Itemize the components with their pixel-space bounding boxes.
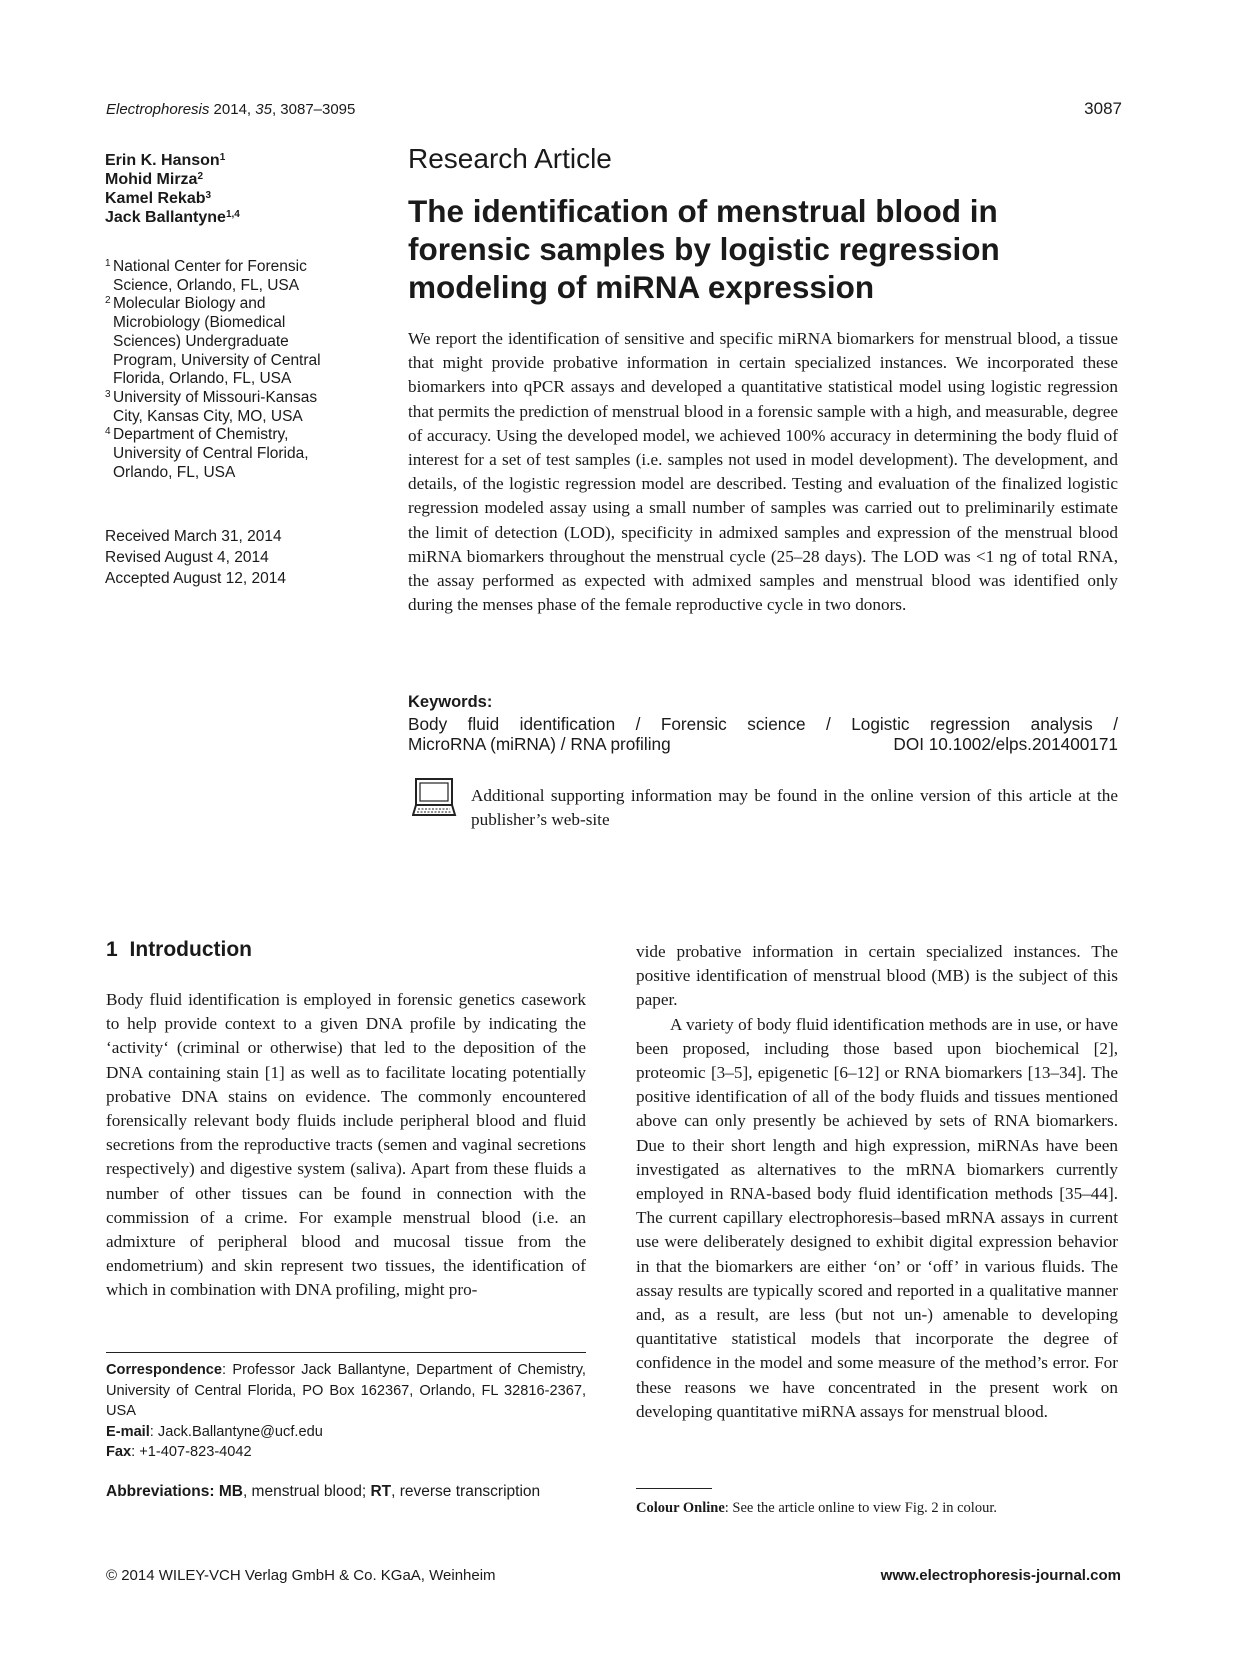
article-dates bbox=[105, 526, 286, 589]
author: Erin K. Hanson$^1$ bbox=[105, 152, 226, 169]
footnote-divider bbox=[106, 1352, 586, 1353]
copyright: © 2014 WILEY-VCH Verlag GmbH & Co. KGaA, Weinheim bbox=[106, 1567, 496, 1584]
affiliation: 1 National Center for Forensic Science, Orlando, FL, USA bbox=[105, 258, 307, 294]
page-number: 3087 bbox=[1084, 99, 1122, 118]
author-list bbox=[105, 151, 240, 227]
intro-column-2 bbox=[636, 940, 1118, 1424]
journal-name: Electrophoresis bbox=[106, 101, 210, 118]
intro-paragraph: vide probative information in certain specialized instances. The positive identification of menstrual blood (MB) is the subject of this paper. bbox=[636, 942, 1118, 1010]
abstract: We report the identification of sensitive and specific miRNA biomarkers for menstrual blood, a tissue that might provide probative information in certain specialized instances. We incorporated these biomarkers into qPCR assays and developed a quantitative statistical model using logistic regression that permits the prediction of menstrual blood in a forensic sample with a high, and measurable, degree of accuracy. Using the developed model, we achieved 100% accuracy in determining the body fluid of interest for a set of test samples (i.e. samples not used in model development). The development, and details, of the logistic regression model are described. Testing and evaluation of the finalized logistic regression modeled assay using a small number of samples was carried out to preliminarily estimate the limit of detection (LOD), specificity in admixed samples and expression of the menstrual blood miRNA biomarkers throughout the menstrual cycle (25–28 days). The LOD was <1 ng of total RNA, the assay performed as expected with admixed samples and menstrual blood was identified only during the menses phase of the female reproductive cycle in two donors. bbox=[408, 329, 1118, 615]
footnote-divider bbox=[636, 1488, 712, 1489]
affiliation: 4 Department of Chemistry, University of Central Florida, Orlando, FL, USA bbox=[105, 426, 309, 481]
journal-volume: 35 bbox=[255, 101, 272, 118]
author: Mohid Mirza$^2$ bbox=[105, 171, 203, 188]
colour-online-note: Colour Online: See the article online to view Fig. 2 in colour. bbox=[636, 1500, 997, 1516]
article-type: Research Article bbox=[408, 143, 612, 174]
affiliation: 3 University of Missouri-Kansas City, Kansas City, MO, USA bbox=[105, 388, 318, 425]
affiliation: 2 Molecular Biology and Microbiology (Biomedical Sciences) Undergraduate Program, University of Central Florida, Orlando, FL, USA bbox=[105, 295, 321, 388]
fax-number: : +1-407-823-4042 bbox=[131, 1444, 252, 1460]
computer-icon bbox=[412, 778, 458, 823]
keywords-line-end: MicroRNA (miRNA) / RNA profiling bbox=[408, 734, 671, 754]
keywords-line bbox=[408, 734, 1118, 755]
abbreviations: Abbreviations: MB, menstrual blood; RT, reverse transcription bbox=[106, 1483, 541, 1500]
keywords-line: Body fluid identification / Forensic science / Logistic regression analysis / bbox=[408, 714, 1118, 734]
journal-citation bbox=[106, 101, 355, 118]
email-address: : Jack.Ballantyne@ucf.edu bbox=[149, 1423, 323, 1440]
author: Jack Ballantyne$^{1,4}$ bbox=[105, 209, 240, 226]
keywords-heading: Keywords: bbox=[408, 693, 493, 711]
accepted-date: Accepted August 12, 2014 bbox=[105, 570, 286, 587]
doi: DOI 10.1002/elps.201400171 bbox=[893, 734, 1118, 754]
section-heading: 1 Introduction bbox=[106, 938, 253, 961]
article-title: The identification of menstrual blood in forensic samples by logistic regression modeling of miRNA expression bbox=[408, 193, 1000, 305]
received-date: Received March 31, 2014 bbox=[105, 528, 282, 545]
revised-date: Revised August 4, 2014 bbox=[105, 549, 269, 566]
affiliation-list bbox=[105, 258, 375, 482]
author: Kamel Rekab$^3$ bbox=[105, 190, 212, 207]
journal-year: 2014, bbox=[209, 101, 256, 118]
supporting-info-note: Additional supporting information may be found in the online version of this article at the publisher’s web-site bbox=[471, 786, 1118, 829]
correspondence: Correspondence: Professor Jack Ballantyne, Department of Chemistry, University of Central Florida, PO Box 162367, Orlando, FL 32816-2367, USA E-mail: Jack.Ballantyne@ucf.edu Fax: +1-407-823-4042 bbox=[106, 1362, 586, 1460]
journal-website: www.electrophoresis-journal.com bbox=[880, 1567, 1121, 1584]
intro-paragraph: Body fluid identification is employed in forensic genetics casework to help provide context to a given DNA profile by indicating the ‘activity‘ (criminal or otherwise) that led to the deposition of the DNA containing stain [1] as well as to facilitate locating potentially probative DNA stains on evidence. The commonly encountered forensically relevant body fluids include peripheral blood and fluid secretions from the reproductive tracts (semen and vaginal secretions respectively) and digestive system (saliva). Apart from these fluids a number of other tissues can be found in connection with the commission of a crime. For example menstrual blood (i.e. an admixture of peripheral blood and mucosal tissue from the endometrium) and skin represent two tissues, the identification of which in combination with DNA profiling, might pro- bbox=[106, 990, 586, 1300]
intro-paragraph: A variety of body fluid identification methods are in use, or have been proposed, including those based upon biochemical [2], proteomic [3–5], epigenetic [6–12] or RNA biomarkers [13–34]. The positive identification of all of the body fluids and tissues mentioned above can only presently be achieved by sets of RNA biomarkers. Due to their short length and high expression, miRNAs have been investigated as alternatives to the mRNA biomarkers currently employed in RNA-based body fluid identification methods [35–44]. The current capillary electrophoresis–based mRNA assays in current use were deliberately designed to exhibit digital expression behavior in that the biomarkers are either ‘on’ or ‘off’ in various fluids. The assay results are typically scored and reported in a qualitative manner and, as a result, are less (but not un-) amenable to developing quantitative statistical models that incorporate the degree of confidence in the model and some measure of the method’s error. For these reasons we have concentrated in the present work on developing quantitative miRNA assays for menstrual blood. bbox=[636, 1014, 1118, 1421]
journal-pages: , 3087–3095 bbox=[271, 101, 356, 118]
